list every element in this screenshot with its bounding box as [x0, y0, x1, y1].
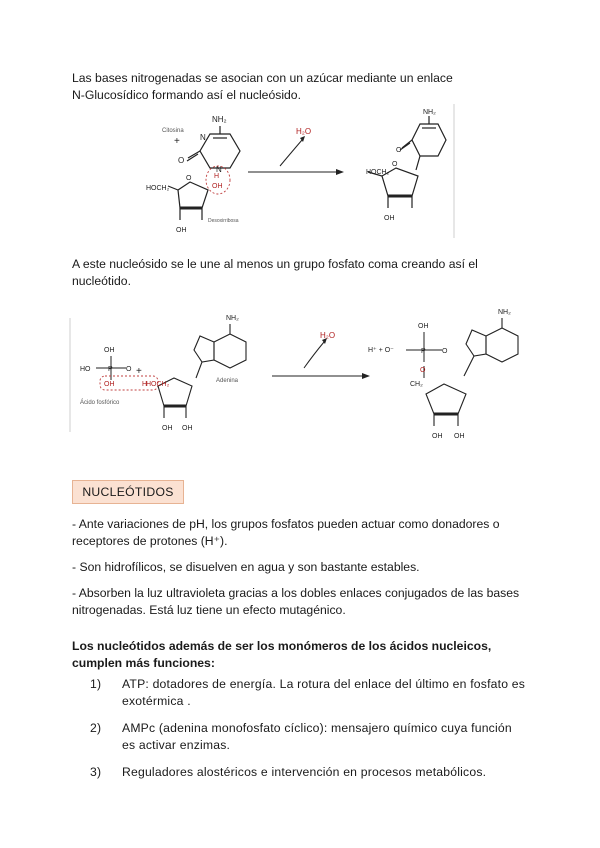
intro-line-2: N-Glucosídico formando así el nucleósido. — [72, 88, 301, 102]
nucleotide-structure — [426, 318, 518, 426]
svg-text:+: + — [136, 366, 142, 377]
fig1-o-right: O — [396, 147, 402, 154]
list-item-line-1: Reguladores alostéricos e intervención en procesos metabólicos. — [122, 765, 487, 779]
functions-title — [72, 638, 542, 672]
bullet-ph-line-2: receptores de protones (H⁺). — [72, 534, 228, 548]
cytosine-label: Citosina — [162, 128, 184, 134]
nucleotide-properties — [72, 516, 542, 619]
svg-text:O: O — [126, 366, 132, 373]
bullet-uv-line-1: - Absorben la luz ultravioleta gracias a los dobles enlaces conjugados de las bases — [72, 586, 520, 600]
list-item-number: 3) — [90, 765, 102, 779]
bullet-hydrophilic: - Son hidrofílicos, se disuelven en agua y son bastante estables. — [72, 560, 420, 574]
functions-title-line-2: cumplen más funciones: — [72, 656, 215, 670]
fig1-n3: N — [200, 133, 206, 142]
fig1-water: H₂O — [296, 127, 312, 136]
list-item — [90, 720, 540, 754]
fig1-ring-o-left: O — [186, 175, 192, 182]
list-item-number: 2) — [90, 721, 102, 735]
nucleotide-paragraph — [72, 256, 542, 290]
nucleoside-formation-diagram — [140, 104, 460, 240]
nucleoside-structure — [368, 116, 446, 208]
svg-text:NH₂: NH₂ — [226, 315, 239, 322]
svg-text:OH: OH — [182, 425, 193, 432]
fig1-o-carbonyl: O — [178, 156, 185, 165]
list-item — [90, 676, 540, 710]
svg-text:OH: OH — [104, 381, 115, 388]
fig1-n1: N — [216, 165, 222, 174]
intro-paragraph — [72, 70, 542, 104]
nucleotide-line-2: nucleótido. — [72, 274, 131, 288]
fig1-nh2-left: NH₂ — [212, 115, 227, 124]
svg-text:O: O — [420, 367, 426, 374]
nucleotides-heading: NUCLEÓTIDOS — [72, 480, 184, 504]
fig1-3oh-right: OH — [384, 215, 395, 222]
svg-text:P: P — [108, 366, 113, 373]
svg-text:O: O — [442, 348, 448, 355]
fig1-plus: + — [174, 136, 180, 147]
fig1-oh-removed: OH — [212, 183, 223, 190]
bullet-ph-line-1: - Ante variaciones de pH, los grupos fosfatos pueden actuar como donadores o — [72, 517, 500, 531]
list-item-number: 1) — [90, 677, 102, 691]
fig2-water: H₂O — [320, 331, 336, 340]
fig2-hoch2-left: HOCH₂ — [146, 381, 170, 388]
fig1-hoch2-right: HOCH₂ — [366, 169, 390, 176]
fig1-h-removed: H — [214, 173, 220, 180]
adenine-label: Adenina — [216, 378, 239, 384]
deoxyribose-label: Desoxirribosa — [208, 218, 239, 224]
cytosine-structure — [187, 126, 240, 168]
functions-list — [90, 676, 540, 791]
fig1-hoch2-left: HOCH₂ — [146, 185, 170, 192]
fig1-3oh-left: OH — [176, 227, 187, 234]
list-item-line-2: exotérmica . — [122, 694, 191, 708]
svg-text:OH: OH — [162, 425, 173, 432]
svg-text:OH: OH — [104, 347, 115, 354]
svg-text:P: P — [421, 348, 426, 355]
svg-text:OH: OH — [418, 323, 429, 330]
deoxyribose-structure — [168, 182, 208, 220]
adenosine-structure — [158, 324, 246, 418]
list-item — [90, 764, 540, 781]
nucleotide-formation-diagram — [66, 306, 536, 444]
svg-text:OH: OH — [432, 433, 443, 440]
fig2-ion-prefix: H⁺ + O⁻ — [368, 347, 394, 354]
list-item-line-1: AMPc (adenina monofosfato cíclico): mensajero químico cuya función — [122, 721, 512, 735]
intro-line-1: Las bases nitrogenadas se asocian con un azúcar mediante un enlace — [72, 71, 453, 85]
svg-text:H: H — [142, 381, 148, 388]
bullet-uv-line-2: nitrogenadas. Está luz tiene un efecto mutagénico. — [72, 603, 346, 617]
list-item-line-1: ATP: dotadores de energía. La rotura del enlace del último en fosfato es — [122, 677, 526, 691]
svg-text:OH: OH — [454, 433, 465, 440]
fig1-ring-o-right: O — [392, 161, 398, 168]
functions-title-line-1: Los nucleótidos además de ser los monómeros de los ácidos nucleicos, — [72, 639, 492, 653]
svg-text:HO: HO — [80, 366, 91, 373]
fig1-nh2-right: NH₂ — [423, 109, 436, 116]
list-item-line-2: es activar enzimas. — [122, 738, 231, 752]
fig2-nh2: NH₂ — [498, 309, 511, 316]
phosphoric-acid-label: Ácido fosfórico — [80, 400, 120, 406]
nucleotide-line-1: A este nucleósido se le une al menos un grupo fosfato coma creando así el — [72, 257, 478, 271]
fig2-ch2: CH₂ — [410, 381, 423, 388]
